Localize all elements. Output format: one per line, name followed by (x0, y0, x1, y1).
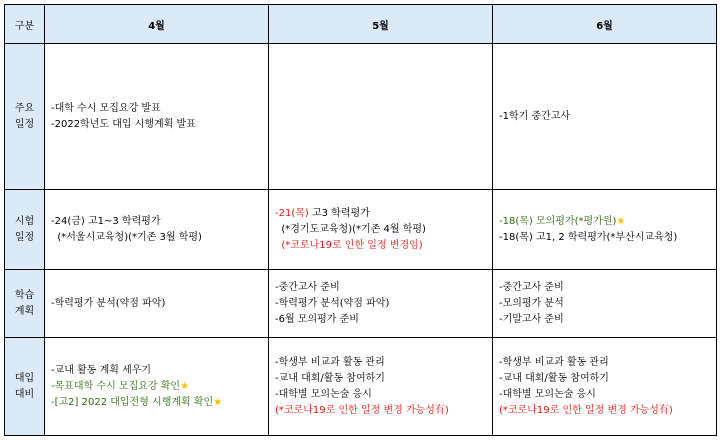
cell-line (51, 379, 262, 395)
row-label-line1: 학습 (14, 289, 35, 301)
cell-study-april (45, 270, 269, 338)
cell-study-june (493, 270, 717, 338)
cell-line: -기말고사 준비 (499, 313, 564, 325)
row-header-main-schedule (5, 44, 45, 190)
cell-line: (*경기도교육청)(*기존 4월 학평) (275, 223, 426, 235)
cell-line: -18(목) 고1, 2 학력평가(*부산시교육청) (499, 231, 678, 243)
exam-title-text: 고3 학력평가 (308, 207, 370, 219)
cell-line: -1학기 중간고사 (499, 110, 571, 122)
row-label-line2: 대비 (14, 388, 35, 400)
cell-line: -중간고사 준비 (499, 281, 564, 293)
cell-line: -대학별 모의논술 응시 (275, 388, 372, 400)
column-header-april: 4월 (45, 5, 269, 44)
cell-line: (*서울시교육청)(*기존 3월 학평) (51, 231, 202, 243)
cell-exam-june (493, 190, 717, 270)
cell-line: -교내 활동 계획 세우기 (51, 364, 152, 376)
cell-admission-april (45, 338, 269, 436)
cell-line: -중간고사 준비 (275, 281, 340, 293)
cell-line: -2022학년도 대입 시행계획 발표 (51, 118, 196, 130)
corner-header: 구분 (5, 5, 45, 44)
cell-main-may (269, 44, 493, 190)
cell-line: -모의평가 분석 (499, 297, 564, 309)
grade2-plan-highlight: -[고2] 2022 대입전형 시행계획 확인 (51, 396, 214, 408)
cell-line: -대학별 모의논술 응시 (499, 388, 596, 400)
mock-exam-highlight: -18(목) 모의평가(*평가원) (499, 215, 617, 227)
cell-line: -학력평가 분석(약점 파악) (275, 297, 390, 309)
row-label-line1: 주요 (14, 102, 35, 114)
cell-line: -학력평가 분석(약점 파악) (51, 297, 166, 309)
header-row (5, 5, 717, 44)
row-header-exam-schedule (5, 190, 45, 270)
column-header-june: 6월 (493, 5, 717, 44)
cell-line: -교내 대회/활동 참여하기 (275, 372, 385, 384)
cell-line (499, 214, 710, 230)
row-exam-schedule (5, 190, 717, 270)
exam-date-highlight: -21(목) (275, 207, 309, 219)
cell-exam-may (269, 190, 493, 270)
covid-notice: (*코로나19로 인한 일정 변경 가능성有) (275, 404, 449, 416)
cell-study-may (269, 270, 493, 338)
covid-notice: (*코로나19로 인한 일정 변경 가능성有) (499, 404, 673, 416)
cell-line (51, 395, 262, 411)
row-main-schedule (5, 44, 717, 190)
star-icon: ★ (213, 396, 223, 408)
cell-line: -교내 대회/활동 참여하기 (499, 372, 609, 384)
target-univ-highlight: -목표대학 수시 모집요강 확인 (51, 380, 181, 392)
cell-exam-april (45, 190, 269, 270)
cell-line: -6월 모의평가 준비 (275, 313, 359, 325)
row-label-line2: 일정 (14, 118, 35, 130)
cell-admission-may (269, 338, 493, 436)
row-label-line2: 계획 (14, 305, 35, 317)
row-label-line2: 일정 (14, 231, 35, 243)
cell-admission-june (493, 338, 717, 436)
cell-main-april (45, 44, 269, 190)
covid-notice: (*코로나19로 인한 일정 변경임) (275, 239, 423, 251)
column-header-may: 5월 (269, 5, 493, 44)
cell-line: -학생부 비교과 활동 관리 (275, 356, 385, 368)
row-label-line1: 시험 (14, 215, 35, 227)
row-admission-prep (5, 338, 717, 436)
row-header-admission-prep (5, 338, 45, 436)
cell-main-june (493, 44, 717, 190)
cell-line: -대학 수시 모집요강 발표 (51, 102, 161, 114)
cell-line (275, 206, 486, 222)
schedule-table (4, 4, 717, 436)
row-study-plan (5, 270, 717, 338)
star-icon: ★ (616, 215, 626, 227)
star-icon: ★ (180, 380, 190, 392)
row-header-study-plan (5, 270, 45, 338)
cell-line: -학생부 비교과 활동 관리 (499, 356, 609, 368)
cell-line: -24(금) 고1~3 학력평가 (51, 215, 161, 227)
row-label-line1: 대입 (14, 372, 35, 384)
